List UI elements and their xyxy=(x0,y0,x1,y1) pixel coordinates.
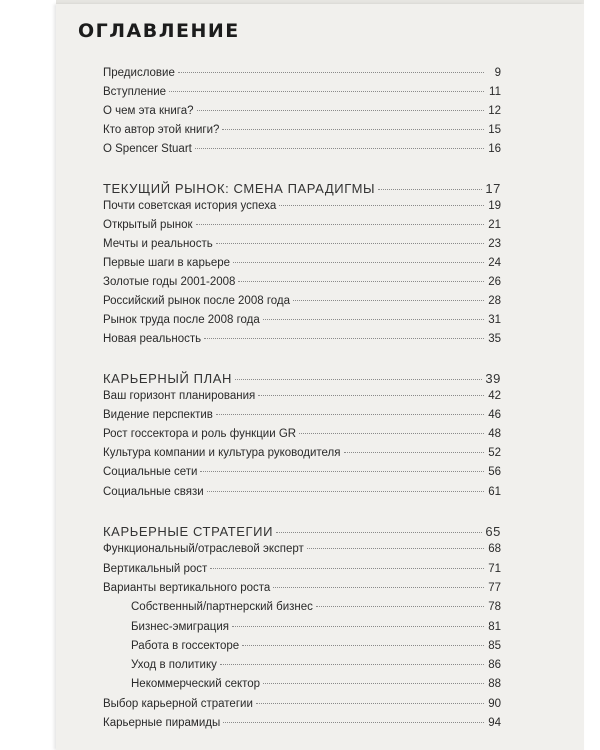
toc-section-label: КАРЬЕРНЫЕ СТРАТЕГИИ xyxy=(103,524,274,539)
toc-entry-page: 31 xyxy=(488,314,501,326)
toc-entry-page: 90 xyxy=(488,698,501,710)
toc-entry-page: 61 xyxy=(488,486,501,498)
leader-dots xyxy=(196,224,485,225)
toc-entry-label: О чем эта книга? xyxy=(103,105,194,117)
toc-entry-label: Функциональный/отраслевой эксперт xyxy=(103,543,304,555)
toc-entry-page: 12 xyxy=(488,105,501,117)
leader-dots xyxy=(242,645,484,646)
leader-dots xyxy=(233,262,484,263)
leader-dots xyxy=(279,205,484,206)
toc-entry xyxy=(103,257,501,275)
toc-subentry-page: 85 xyxy=(488,640,501,652)
toc-entry xyxy=(103,447,501,465)
toc-entry-label: Мечты и реальность xyxy=(103,238,213,250)
toc-entry-label: Видение перспектив xyxy=(103,409,213,421)
toc-entry-label: Предисловие xyxy=(103,67,175,79)
leader-dots xyxy=(316,606,484,607)
toc-entry xyxy=(103,582,501,600)
toc-entry-label: Золотые годы 2001-2008 xyxy=(103,276,236,288)
toc-entry-page: 46 xyxy=(488,409,501,421)
toc-subentry xyxy=(131,621,501,639)
toc-entry xyxy=(103,314,501,332)
leader-dots xyxy=(200,471,484,472)
leader-dots xyxy=(299,433,484,434)
toc-entry-page: 24 xyxy=(488,257,501,269)
toc-subentry-page: 88 xyxy=(488,678,501,690)
toc-entry xyxy=(103,563,501,581)
toc-subentry-label: Работа в госсекторе xyxy=(131,640,240,652)
toc-entry-page: 9 xyxy=(494,67,501,79)
toc-entry-page: 19 xyxy=(488,200,501,212)
toc-entry xyxy=(103,219,501,237)
toc-entry-page: 52 xyxy=(488,447,501,459)
toc-entry xyxy=(103,67,501,85)
toc-section-page: 17 xyxy=(485,181,501,196)
toc-entry-page: 21 xyxy=(488,219,501,231)
toc-section-page: 65 xyxy=(485,524,501,539)
toc-entry-label: Социальные сети xyxy=(103,466,198,478)
toc-entry-page: 71 xyxy=(488,563,501,575)
toc-subentry-label: Бизнес-эмиграция xyxy=(131,621,229,633)
leader-dots xyxy=(223,722,484,723)
leader-dots xyxy=(235,379,482,380)
toc-entry-page: 11 xyxy=(489,86,501,98)
toc-entry xyxy=(103,124,501,142)
toc-entry-label: Социальные связи xyxy=(103,486,204,498)
toc-entry xyxy=(103,295,501,313)
leader-dots xyxy=(276,532,482,533)
toc-entry-label: Выбор карьерной стратегии xyxy=(103,698,253,710)
leader-dots xyxy=(256,703,484,704)
toc-section-label: КАРЬЕРНЫЙ ПЛАН xyxy=(103,371,232,386)
toc-entry-label: Карьерные пирамиды xyxy=(103,717,221,729)
toc-entry xyxy=(103,409,501,427)
toc-entry-page: 48 xyxy=(488,428,501,440)
leader-dots xyxy=(210,568,484,569)
toc-entry-page: 35 xyxy=(488,333,501,345)
toc-entry-label: Кто автор этой книги? xyxy=(103,124,220,136)
leader-dots xyxy=(232,626,484,627)
leader-dots xyxy=(263,683,484,684)
toc-entry xyxy=(103,276,501,294)
leader-dots xyxy=(273,587,484,588)
toc-entry-label: Вступление xyxy=(103,86,167,98)
leader-dots xyxy=(204,338,484,339)
toc-subentry-label: Уход в политику xyxy=(131,659,217,671)
toc-entry-label: Почти советская история успеха xyxy=(103,200,277,212)
toc-section-heading xyxy=(103,524,501,542)
toc-entry-label: Культура компании и культура руководителя xyxy=(103,447,341,459)
toc-subentry-page: 78 xyxy=(488,601,501,613)
toc-entry xyxy=(103,717,501,735)
toc-subentry xyxy=(131,678,501,696)
leader-dots xyxy=(258,395,484,396)
toc-entry xyxy=(103,428,501,446)
leader-dots xyxy=(207,491,484,492)
toc-entry-label: O Spencer Stuart xyxy=(103,143,192,155)
toc-entry xyxy=(103,200,501,218)
toc-section-heading xyxy=(103,181,501,199)
leader-dots xyxy=(222,129,484,130)
toc-entry-page: 28 xyxy=(488,295,501,307)
toc-entry-label: Новая реальность xyxy=(103,333,202,345)
toc-entry-page: 94 xyxy=(488,717,501,729)
toc-section-heading xyxy=(103,371,501,389)
leader-dots xyxy=(238,281,484,282)
toc-subentry xyxy=(131,659,501,677)
toc-entry-label: Вертикальный рост xyxy=(103,563,208,575)
toc-subentry-label: Собственный/партнерский бизнес xyxy=(131,601,313,613)
leader-dots xyxy=(220,664,484,665)
leader-dots xyxy=(293,300,484,301)
toc-entry-page: 15 xyxy=(488,124,501,136)
toc-entry-label: Варианты вертикального роста xyxy=(103,582,271,594)
toc-entry-label: Российский рынок после 2008 года xyxy=(103,295,291,307)
toc-entry xyxy=(103,486,501,504)
toc-entry-label: Рост госсектора и роль функции GR xyxy=(103,428,297,440)
toc-entry xyxy=(103,105,501,123)
leader-dots xyxy=(216,414,484,415)
toc-entry-label: Ваш горизонт планирования xyxy=(103,390,256,402)
toc-subentry xyxy=(131,640,501,658)
toc-subentry xyxy=(131,601,501,619)
leader-dots xyxy=(216,243,484,244)
leader-dots xyxy=(169,91,484,92)
toc-entry-page: 77 xyxy=(488,582,501,594)
toc-section-label: ТЕКУЩИЙ РЫНОК: СМЕНА ПАРАДИГМЫ xyxy=(103,181,376,196)
page-title: ОГЛАВЛЕНИЕ xyxy=(78,20,240,42)
leader-dots xyxy=(197,110,484,111)
leader-dots xyxy=(344,452,485,453)
toc-subentry-page: 86 xyxy=(488,659,501,671)
leader-dots xyxy=(307,548,484,549)
toc-subentry-page: 81 xyxy=(488,621,501,633)
toc-entry xyxy=(103,466,501,484)
toc-entry-page: 23 xyxy=(488,238,501,250)
toc-entry xyxy=(103,333,501,351)
toc-entry-page: 26 xyxy=(488,276,501,288)
toc-entry xyxy=(103,543,501,561)
leader-dots xyxy=(378,189,482,190)
toc-entry-page: 56 xyxy=(488,466,501,478)
toc-entry xyxy=(103,86,501,104)
toc-entry-page: 42 xyxy=(488,390,501,402)
toc-entry-page: 16 xyxy=(488,143,501,155)
toc-entry xyxy=(103,143,501,161)
toc-entry xyxy=(103,390,501,408)
leader-dots xyxy=(178,72,484,73)
toc-entry-label: Первые шаги в карьере xyxy=(103,257,231,269)
toc-entry xyxy=(103,238,501,256)
toc-entry xyxy=(103,698,501,716)
toc-section-page: 39 xyxy=(485,371,501,386)
leader-dots xyxy=(263,319,484,320)
leader-dots xyxy=(195,148,484,149)
toc-entry-label: Рынок труда после 2008 года xyxy=(103,314,260,326)
toc-subentry-label: Некоммерческий сектор xyxy=(131,678,261,690)
toc-entry-label: Открытый рынок xyxy=(103,219,193,231)
toc-entry-page: 68 xyxy=(488,543,501,555)
